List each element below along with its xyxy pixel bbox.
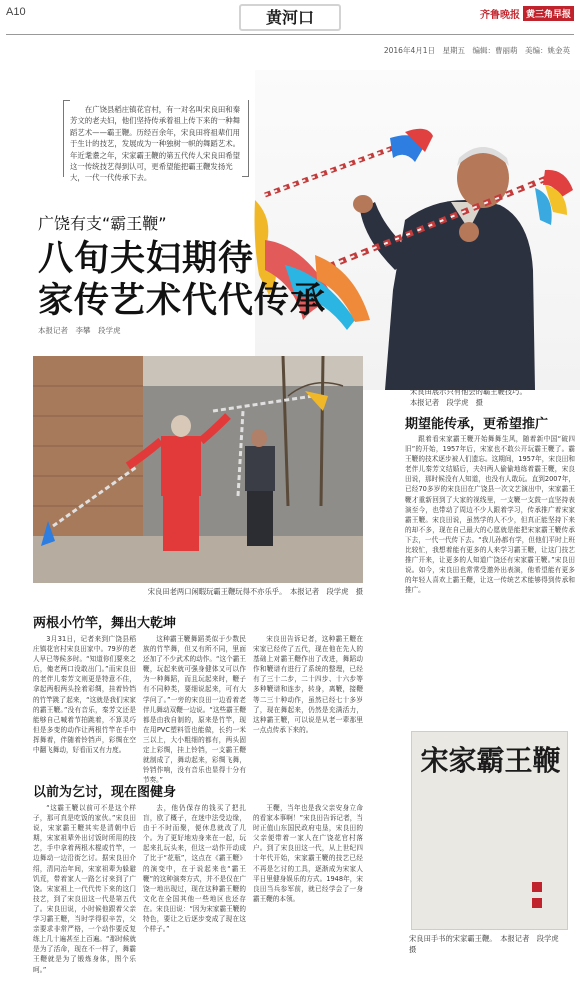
photo-man-whips bbox=[255, 70, 580, 390]
section3-text: 跟着看宋家霸王鞭开始舞舞生风，随着新中国“破四旧”的开始，1957年后，宋家也不敢公开玩霸王鞭了。霸王鞭的技术逐步被人们遗忘。这期间，1957年，宋良田和老伴儿秦芳文结婚后，夫妇两人偷偷地练着霸王鞭，宋良田说，那时候没有人知道，也没有人敢玩。直到2007年，已经70多岁的宋良田在广饶县一次文艺演出中，宋家霸王鞭才重新回到了大家的视线里，一支鞭一支鼓一直坚持表演至今，也带动了周边不少人跟着学习，传承推广着宋家霸王鞭。宋良田说，虽然学的人不少，但真正能坚持下来的却不多，现在自己最大的心愿就是能把宋家霸王鞭传承下去，一代一代传下去。“我儿孙都有学，但他们平时上班比较忙，我想着能有更多的人来学习霸王鞭，让这门技艺推广开来，让更多的人知道广饶还有宋家霸王鞭。”宋良田说。如今，宋良田也常常受邀外出表演，他希望能有更多的年轻人喜欢上霸王鞭，让这一传统艺术能够得到传承和推广。 bbox=[405, 435, 575, 595]
intro-text: 在广饶县稻庄镇花官村，有一对名叫宋良田和秦芳文的老夫妇，他们坚持传承着祖上传下来的一种舞蹈艺术——霸王鞭。历经百余年，宋良田将祖辈们用于生计的技艺，发展成为一种独树一帜的舞蹈艺术。年近耄耋之年，宋家霸王鞭的第五代传人宋良田希望这一传统技艺得到认可，更希望能把霸王鞭发扬光大，一代一代传承下去。 bbox=[70, 105, 241, 183]
section1-title: 两根小竹竿，舞出大乾坤 bbox=[33, 616, 177, 631]
headline bbox=[38, 238, 326, 322]
photo2-caption: 宋良田老两口闲暇玩霸王鞭玩得不亦乐乎。 本报记者 段学虎 摄 bbox=[147, 587, 363, 596]
section1-col3: 宋良田告诉记者，这种霸王鞭在宋家已经传了五代，现在他在先人的基础上对霸王鞭作出了改进，舞蹈动作和鞭谱有进行了系统的整理，已经有了三十二步，二十四步、十六步等多种鞭谱和连步，转身，离鞭，接鞭等二三十种动作，虽然已经七十多岁了，现在舞起来，仍然是充满活力，这种霸王鞭，可以说是从老一辈那里一点点传承下来的。 bbox=[253, 635, 363, 734]
headline-line1: 八旬夫妇期待 bbox=[38, 239, 255, 279]
section-title: 黄河口 bbox=[265, 8, 314, 27]
header-rule bbox=[6, 34, 574, 35]
headline-kicker: 广饶有支“霸王鞭” bbox=[38, 214, 167, 233]
photo-calligraphy bbox=[411, 731, 568, 930]
section-banner bbox=[239, 4, 341, 31]
intro-box bbox=[63, 100, 249, 183]
photo3-caption: 宋良田手书的宋家霸王鞭。 本报记者 段学虎 摄 bbox=[409, 934, 566, 954]
edition-line: 2016年4月1日 星期五 编辑：曹丽萌 美编：姚金英 bbox=[383, 46, 570, 55]
section2-col2: 去，他仍保存的钱买了把扎盲，欧了概子，在迷中法受边缘，由于不时而聚，便休息就改了几个。为了更好地劝身来在一起，玩起来扎玩头来，但这一动作开动成了比于“花瓶”，这点在《霸王鞭》的演变中，在于说起来也“霸王鞭”的这种演奏方式，并不是仅在广饶一地出现过，现在这种霸王鞭的文化在全国其他一些地区也还存在。宋良田说：“因为宋家霸王鞭的特色，要让之后逐步变成了现在这个样子。” bbox=[143, 804, 246, 934]
page-number: A10 bbox=[6, 6, 26, 18]
section2-title: 以前为乞讨，现在图健身 bbox=[33, 785, 177, 800]
photo1-caption: 宋良田展示只有他会的霸王鞭技巧。 本报记者 段学虎 摄 bbox=[410, 387, 527, 407]
photo-couple-courtyard bbox=[33, 356, 363, 583]
section1-col2: 这种霸王鞭舞蹈类似于少数民族的竹竿舞，但又有所不同，里面还加了不少武术的动作。“这个霸王鞭，玩起来就可强身健体又可以作为一种舞蹈，而且玩起来时，鞭子有不同种类，要细说起来，可有大学问了。”一旁的宋良田一边看着老伴儿舞动双鞭一边说。“这些霸王鞭都是由我自制的，原来是竹竿，现在用PVC塑料管也能做，长约一米三以上，大小粗细的都有，两头固定上彩绸，挂上铃铛，一支霸王鞭就制成了，舞动起来，彩绸飞舞，铃铛作响，没有音乐也显得十分有节奏。” bbox=[143, 635, 246, 785]
section2-col3: 王鞭，当年也是我父亲安身立命的看家本事啊！”宋良田告诉记者，当时正值山东国民政府屯垦，宋良田的父亲便带着一家人在广饶花官村落户。到了宋良田这一代，从上世纪四十年代开始，宋家霸王鞭的技艺已经不再是乞讨的工具，逐渐成为宋家人平日里健身娱乐的方式。1948年，宋良田当兵参军前，就已经学会了一身霸王鞭的本领。 bbox=[253, 804, 363, 903]
section3-title: 期望能传承，更希望推广 bbox=[405, 417, 549, 432]
byline: 本报记者 李攀 段学虎 bbox=[38, 326, 121, 335]
section2-col1: “这霸王鞭以前可不是这个样子，那可真是吃饭的家伙。”宋良田说，宋家霸王鞭其实是清朝中后期，宋家祖辈外出讨饭时所用的技艺，手中拿着两根木棍或竹竿，一边舞动一边沿街乞讨。据宋良田介绍，清同治年间，宋家祖辈为躲避饥荒，带着家人一路乞讨来到了广饶。宋家祖上一代代传下来的这门技艺，到了宋良田这一代是第五代了。宋良田说，小时候他跟着父亲学习霸王鞭，当时学得很辛苦，父亲要求非常严格，一个动作要反复练上几十遍甚至上百遍。“那时候就是为了活命，现在不一样了，舞霸王鞭就是为了锻炼身体，图个乐呵。” bbox=[33, 804, 136, 974]
calligraphy-text: 宋家霸王鞭 bbox=[420, 744, 561, 777]
section1-col1: 3月31日，记者来到广饶县稻庄镇花官村宋良田家中。79岁的老人早已等候多时。“知道你们要来之后，俺老两口没敢出门。”而宋良田的老伴儿秦芳文则更是特意不住，拿起两根两头拴着彩绸，挂着铃铛的竹竿跳了起来，“这就是我们宋家的霸王鞭。”没有音乐，秦芳文还是能够自己喊着节拍跳着，不算灵巧但是多变的动作让两根竹竿在手中挥舞着，伴随着铃铛声，彩绸在空中翻飞舞动，好看而又有力度。 bbox=[33, 635, 136, 755]
masthead bbox=[480, 6, 574, 21]
masthead-name: 齐鲁晚报 bbox=[479, 10, 520, 21]
headline-line2: 家传艺术代代传承 bbox=[38, 281, 327, 321]
masthead-tag: 黄三角早报 bbox=[523, 6, 574, 21]
